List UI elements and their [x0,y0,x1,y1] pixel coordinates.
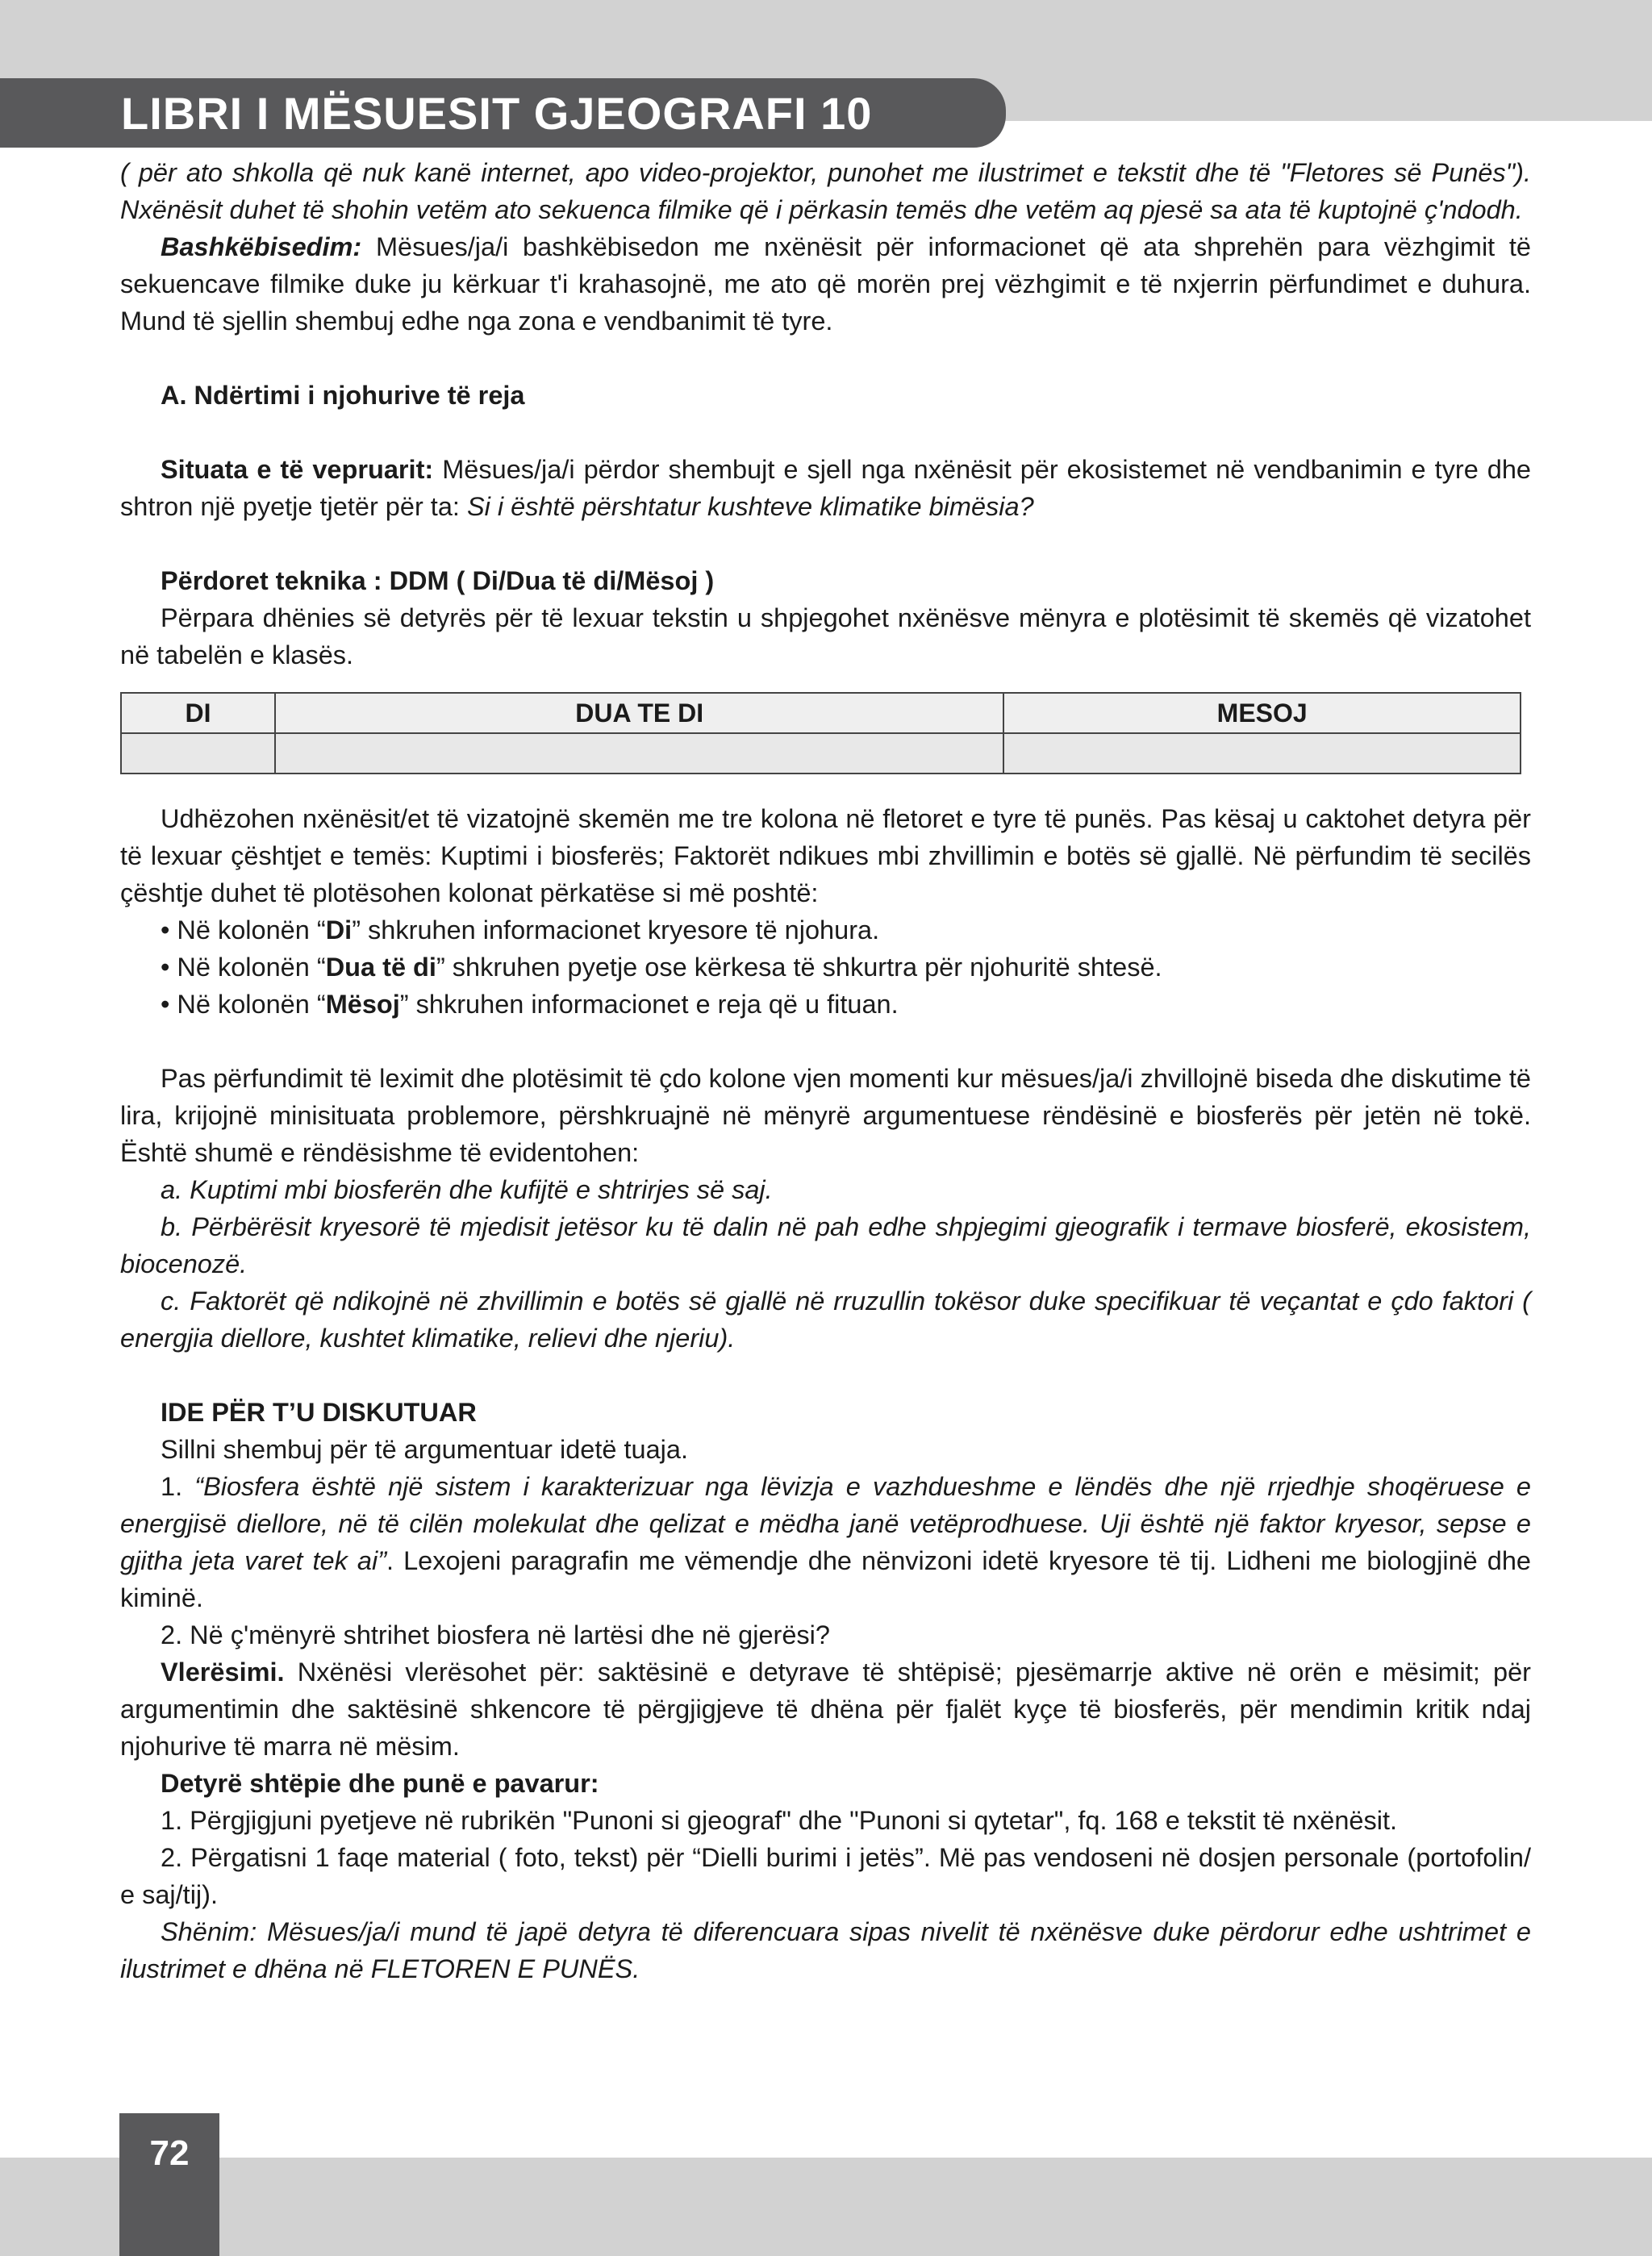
intro-text: ( për ato shkolla që nuk kanë internet, apo video-projektor, punohet me ilustrimet e tekstit dhe të "Fletores së Punës"). Nxënësit duhet të shohin vetëm ato sekuenca filmike që i përkasin temës dhe vetëm aq pjesë sa ata të kuptojnë ç'ndodh. [120,158,1531,224]
bullet-dua-post: ” shkruhen pyetje ose kërkesa të shkurtra për njohuritë shtesë. [436,953,1162,982]
bashkebisedim-label: Bashkëbisedim: [161,232,362,261]
ide-q1-quote: “Biosfera është një sistem i karakterizuar nga lëvizja e vazhdueshme e lëndës dhe një rrjedhje shoqëruese e energjisë diellore, në të cilën molekulat dhe qelizat e mëdha janë vetëprodhuese. Uji është një faktor kryesor, sepse e gjitha jeta varet tek ai” [120,1472,1531,1575]
bashkebisedim-text: Mësues/ja/i bashkëbisedon me nxënësit për informacionet që ata shprehën para vëzhgimit të sekuencave filmike duke ju kërkuar t'i krahasojnë, me ato që morën prej vëzhgimit e të nxjerrin përfundimet e duhura. Mund të sjellin shembuj edhe nga zona e vendbanimit të tyre. [120,232,1531,336]
intro-paragraph [120,154,1531,228]
bullet-di-bold: Di [325,915,353,945]
homework-note [120,1913,1531,1987]
teknika-paragraph: Përpara dhënies së detyrës për të lexuar tekstin u shpjegohet nxënësve mënyra e plotësimit të skemës që vizatohet në tabelën e klasës. [120,603,1531,669]
ide-q1-rest: . Lexojeni paragrafin me vëmendje dhe nënvizoni idetë kryesore të tij. Lidheni me biologjinë dhe kiminë. [120,1546,1531,1612]
bullet-dua-pre: • Në kolonën “ [161,953,326,982]
bullet-mesoj-bold: Mësoj [325,990,400,1019]
bottom-band [0,2158,1652,2256]
page-body [120,154,1531,1987]
vleresimi-label: Vlerësimi. [161,1658,285,1687]
ddm-column-mesoj: MESOJ [1003,693,1521,733]
bullet-mesoj-pre: • Në kolonën “ [161,990,326,1019]
situata-paragraph [120,451,1531,525]
item-b-text: b. Përbërësit kryesorë të mjedisit jetësor ku të dalin në pah edhe shpjegimi gjeografik i termave biosferë, ekosistem, biocenozë. [120,1212,1531,1278]
page-number: 72 [149,2133,190,2173]
header-title-bar [0,78,1006,148]
ddm-table-header-row [121,693,1521,733]
ide-question-2: 2. Në ç'mënyrë shtrihet biosfera në lartësi dhe në gjerësi? [161,1620,830,1649]
bullet-dua-bold: Dua të di [325,953,436,982]
bullet-mesoj-post: ” shkruhen informacionet e reja që u fituan. [399,990,899,1019]
section-a-heading-text: A. Ndërtimi i njohurive të reja [161,381,525,410]
homework-note-text: Shënim: Mësues/ja/i mund të japë detyra të diferencuara sipas nivelit të nxënësve duke përdorur edhe ushtrimet e ilustrimet e dhëna në FLETOREN E PUNËS. [120,1917,1531,1983]
homework-heading-text: Detyrë shtëpie dhe punë e pavarur: [161,1769,599,1798]
bashkebisedim-paragraph [120,228,1531,340]
instructions-paragraph: Udhëzohen nxënësit/et të vizatojnë skemën me tre kolona në fletoret e tyre të punës. Pas kësaj u caktohet detyra për të lexuar çështjet e temës: Kuptimi i biosferës; Faktorët ndikues mbi zhvillimin e botës së gjallë. Në përfundim të secilës çështje duhet të plotësohen kolonat përkatëse si më poshtë: [120,804,1531,907]
item-b [120,1208,1531,1282]
teknika-heading-text: Përdoret teknika : DDM ( Di/Dua të di/Mësoj ) [161,566,715,595]
ide-question-1 [120,1468,1531,1616]
homework-item-1: 1. Përgjigjuni pyetjeve në rubrikën "Punoni si gjeograf" dhe "Punoni si qytetar", fq. 168 e tekstit të nxënësit. [161,1806,1398,1835]
ide-intro: Sillni shembuj për të argumentuar idetë tuaja. [161,1435,688,1464]
item-a-text: a. Kuptimi mbi biosferën dhe kufijtë e shtrirjes së saj. [161,1175,773,1204]
bullet-di-pre: • Në kolonën “ [161,915,326,945]
ddm-column-di: DI [121,693,275,733]
ide-heading-text: IDE PËR T’U DISKUTUAR [161,1398,477,1427]
ide-q1-number: 1. [161,1472,195,1501]
discussion-paragraph: Pas përfundimit të leximit dhe plotësimit të çdo kolone vjen momenti kur mësues/ja/i zhvillojnë biseda dhe diskutime të lira, krijojnë minisituata problemore, përshkruajnë në mënyrë argumentuese rëndësinë e biosferës për jetën në tokë. Është shumë e rëndësishme të evidentohen: [120,1064,1531,1167]
situata-label: Situata e të vepruarit: [161,455,434,484]
homework-item-2: 2. Përgatisni 1 faqe material ( foto, tekst) për “Dielli burimi i jetës”. Më pas vendoseni në dosjen personale (portofolin/ e saj/tij). [120,1843,1531,1909]
ddm-column-dua-te-di: DUA TE DI [275,693,1003,733]
ddm-cell-mesoj [1003,733,1521,774]
item-c-text: c. Faktorët që ndikojnë në zhvillimin e botës së gjallë në rruzullin tokësor duke specifikuar të veçantat e çdo faktori ( energjia diellore, kushtet klimatike, relievi dhe njeriu). [120,1286,1531,1353]
page-number-box [119,2113,219,2256]
page-title: LIBRI I MËSUESIT GJEOGRAFI 10 [121,87,873,139]
vleresimi-text: Nxënësi vlerësohet për: saktësinë e detyrave të shtëpisë; pjesëmarrje aktive në orën e mësimit; për argumentimin dhe saktësinë shkencore të përgjigjeve të dhëna për fjalët kyçe të biosferës, për mendimin kritik ndaj njohurive të marra në mësim. [120,1658,1531,1761]
ddm-table-empty-row [121,733,1521,774]
ddm-cell-di [121,733,275,774]
ide-heading [120,1394,1531,1431]
situata-question: Si i është përshtatur kushteve klimatike bimësia? [466,492,1034,521]
item-a [120,1171,1531,1208]
bullet-mesoj [120,986,1531,1023]
situata-text: Mësues/ja/i përdor shembujt e sjell nga nxënësit për ekosistemet në vendbanimin e tyre dhe shtron një pyetje tjetër për ta: [120,455,1531,521]
teknika-heading [120,562,1531,599]
homework-heading [120,1765,1531,1802]
item-c [120,1282,1531,1357]
bullet-di [120,911,1531,949]
section-a-heading [120,377,1531,414]
bullet-dua-te-di [120,949,1531,986]
vleresimi-paragraph [120,1653,1531,1765]
ddm-cell-dua-te-di [275,733,1003,774]
bullet-di-post: ” shkruhen informacionet kryesore të njohura. [352,915,880,945]
ddm-table [120,692,1521,774]
